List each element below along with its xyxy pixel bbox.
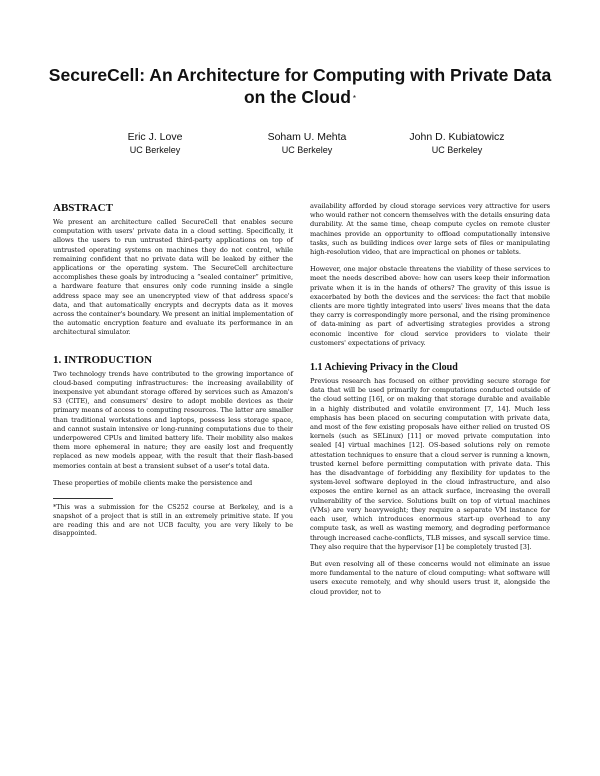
subsection-heading: 1.1 Achieving Privacy in the Cloud bbox=[310, 362, 458, 374]
introduction-heading: 1. INTRODUCTION bbox=[53, 353, 153, 366]
author-block-3 bbox=[382, 130, 532, 156]
author-block-1 bbox=[100, 130, 210, 156]
intro-paragraph-2: These properties of mobile clients make the persistence and bbox=[53, 478, 253, 487]
subsection-paragraph-2: But even resolving all of these concerns would not eliminate an issue more fundamental to the nature of cloud computing: what software will users execute remotely, and why should users trust it, alongside the cloud provider, not to bbox=[310, 559, 550, 596]
paper-title-text: SecureCell: An Architecture for Computing with Private Data on the Cloud bbox=[48, 65, 552, 107]
author-name: Soham U. Mehta bbox=[267, 131, 347, 143]
abstract-heading: ABSTRACT bbox=[53, 202, 113, 214]
footnote-rule bbox=[53, 498, 113, 499]
author-affiliation: UC Berkeley bbox=[129, 145, 181, 155]
footnote: *This was a submission for the CS252 course at Berkeley, and is a snapshot of a project that is still in an extremely primitive state. If you are reading this and are not UCB faculty, you are very likely to be disappointed. bbox=[53, 503, 293, 538]
author-name: John D. Kubiatowicz bbox=[409, 131, 505, 143]
title-footnote-mark: * bbox=[352, 94, 357, 103]
author-name: Eric J. Love bbox=[127, 131, 183, 143]
author-block-2 bbox=[242, 130, 372, 156]
right-column bbox=[310, 202, 550, 597]
paper-title bbox=[40, 64, 560, 108]
intro-paragraph-1: Two technology trends have contributed to the growing importance of cloud-based computing infrastructures: the increasing availability of inexpensive yet abundant storage offered by services such as Amazon's S3 (CITE), and consumers' desire to adopt mobile devices as their primary means of access to computing resources. The latter are smaller than traditional workstations and laptops, possess less storage space, and cannot sustain intensive or long-running computations due to their underpowered CPUs and limited battery life. Their mobility also makes them more ephemeral in nature; they are easily lost and frequently replaced as new models appear, with the result that their flash-based memories contain at best a transient subset of a user's total data. bbox=[53, 369, 293, 470]
abstract-text: We present an architecture called SecureCell that enables secure computation with users' private data in a cloud setting. Specifically, it allows the users to run untrusted third-party applications on top of untrusted operating systems on machines they do not control, while remaining confident that no private data will be leaked by either the applications or the operating system. The SecureCell architecture accomplishes these goals by introducing a “sealed container” primitive, a hardware feature that ensures only code running inside a single address space may see an unencrypted view of that address space's data, and that automatically encrypts and decrypts data as it moves across the container's boundary. We present an initial implementation of the automatic encryption feature and evaluate its performance in an architectural simulator. bbox=[53, 218, 293, 337]
author-affiliation: UC Berkeley bbox=[431, 145, 483, 155]
intro-paragraph-4: However, one major obstacle threatens the viability of these services to meet the needs described above: how can users keep their information private when it is in the hands of others? The gravity of this issue is exacerbated by both the devices and the services: the fact that mobile clients are more tightly integrated into users' lives means that the data they carry is correspondingly more personal, and the rising prominence of data-mining as part of advertising strategies provides a strong economic incentive for cloud service providers to violate their customers' expectations of privacy. bbox=[310, 265, 550, 347]
left-column bbox=[53, 202, 293, 538]
intro-paragraph-3: availability afforded by cloud storage services very attractive for users who would rather not concern themselves with the details ensuring data durability. At the same time, cheap compute cycles on remote cluster machines provide an opportunity to offload computationally intensive tasks, such as building indices over large sets of files or manipulating high-resolution video, that are impractical on phones or tablets. bbox=[310, 202, 550, 257]
author-affiliation: UC Berkeley bbox=[281, 145, 333, 155]
subsection-paragraph-1: Previous research has focused on either providing secure storage for data that will be used primarily for computations conducted outside of the cloud setting [16], or on making that storage durable and available in a highly distributed and volatile environment [7, 14]. Much less emphasis has been placed on securing computation with private data, and most of the few existing proposals have either relied on trusted OS kernels (such as SELinux) [11] or moved private computation into sealed [4] virtual machines [12]. OS-based solutions rely on remote attestation techniques to ensure that a cloud server is running a known, trusted kernel before permitting computation with private data. This has the disadvantage of forbidding any flexibility for updates to the system-level software deployed in the cloud infrastructure, and also exposes the entire kernel as an attack surface, increasing the overall vulnerability of the service. Solutions built on top of virtual machines (VMs) are very heavyweight; they require a separate VM instance for each user, which introduces enormous start-up overhead to any compute task, as well as wasting memory, and degrading performance through increased cache-conflicts, TLB misses, and syscall service time. They also require that the hypervisor [1] be completely trusted [3]. bbox=[310, 377, 550, 551]
